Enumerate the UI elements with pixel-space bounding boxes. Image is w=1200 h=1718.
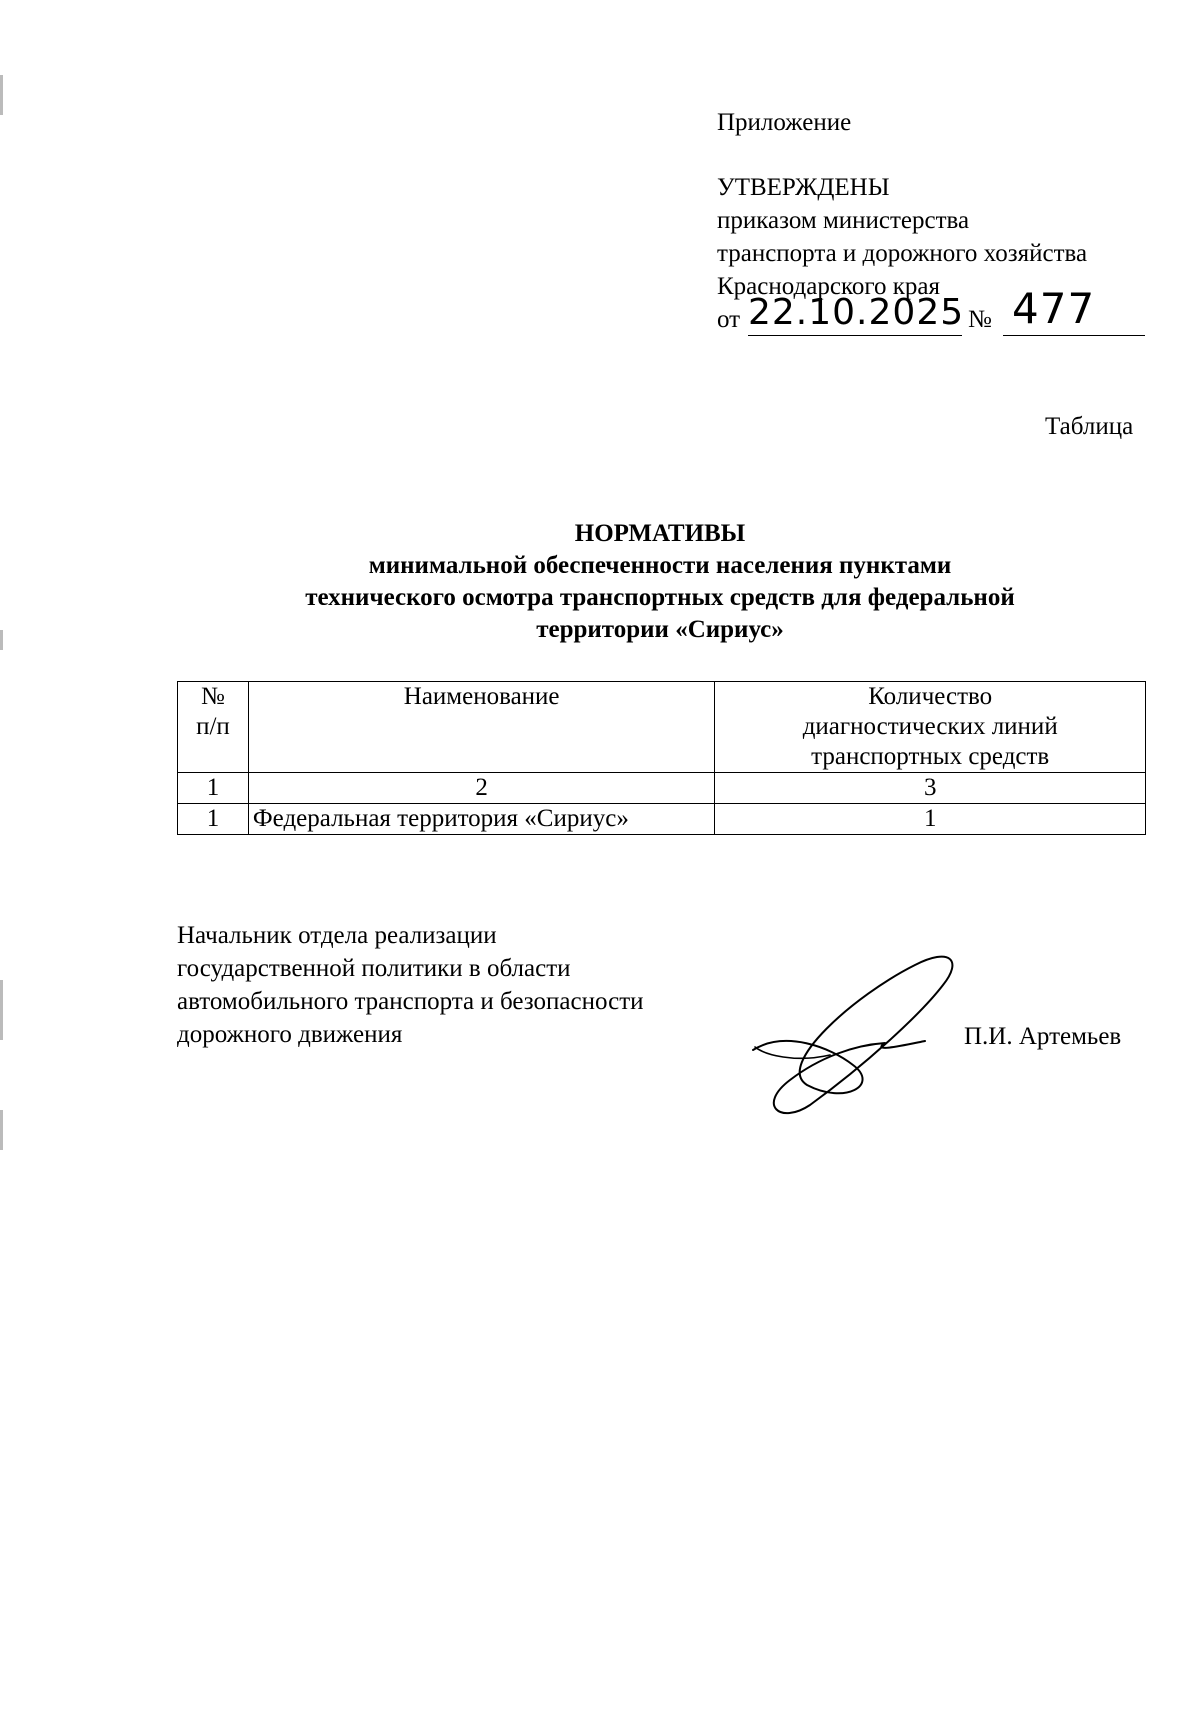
- scan-margin-mark: [0, 75, 3, 115]
- handwritten-signature: [735, 935, 970, 1120]
- table-header-row: [178, 682, 1146, 773]
- table-cell: Федеральная территория «Сириус»: [248, 804, 714, 835]
- table-cell: 1: [178, 804, 249, 835]
- table-row: [178, 804, 1146, 835]
- approved-label: УТВЕРЖДЕНЫ: [717, 174, 890, 201]
- date-underline: [748, 335, 962, 336]
- number-prefix: №: [968, 306, 992, 333]
- approval-line: Краснодарского края: [717, 273, 940, 300]
- handwritten-number: 477: [1012, 284, 1096, 333]
- scan-margin-mark: [0, 1110, 3, 1150]
- scan-margin-mark: [0, 630, 3, 650]
- document-subtitle-line: технического осмотра транспортных средств для федеральной: [305, 584, 1015, 611]
- position-line: дорожного движения: [177, 1021, 403, 1048]
- header-count: Количество диагностических линий транспортных средств: [715, 682, 1146, 773]
- table-caption: Таблица: [1045, 413, 1134, 440]
- number-underline: [1003, 335, 1145, 336]
- table-cell: 1: [715, 804, 1146, 835]
- appendix-label: Приложение: [717, 109, 852, 136]
- position-line: автомобильного транспорта и безопасности: [177, 988, 644, 1015]
- norms-table: [177, 681, 1146, 835]
- table-cell: 3: [715, 773, 1146, 804]
- signatory-name: П.И. Артемьев: [964, 1023, 1122, 1050]
- table-cell: 2: [248, 773, 714, 804]
- date-prefix: от: [717, 306, 741, 333]
- table-cell: 1: [178, 773, 249, 804]
- document-subtitle-line: минимальной обеспеченности населения пунктами: [368, 552, 952, 579]
- approval-line: транспорта и дорожного хозяйства: [717, 240, 1088, 267]
- position-line: государственной политики в области: [177, 955, 571, 982]
- header-name: Наименование: [248, 682, 714, 773]
- position-line: Начальник отдела реализации: [177, 922, 497, 949]
- document-title: НОРМАТИВЫ: [574, 520, 746, 547]
- approval-line: приказом министерства: [717, 207, 970, 234]
- scan-margin-mark: [0, 980, 3, 1040]
- handwritten-date: 22.10.2025: [748, 292, 965, 333]
- table-column-numbers-row: [178, 773, 1146, 804]
- header-num: № п/п: [178, 682, 249, 773]
- document-subtitle-line: территории «Сириус»: [536, 616, 784, 643]
